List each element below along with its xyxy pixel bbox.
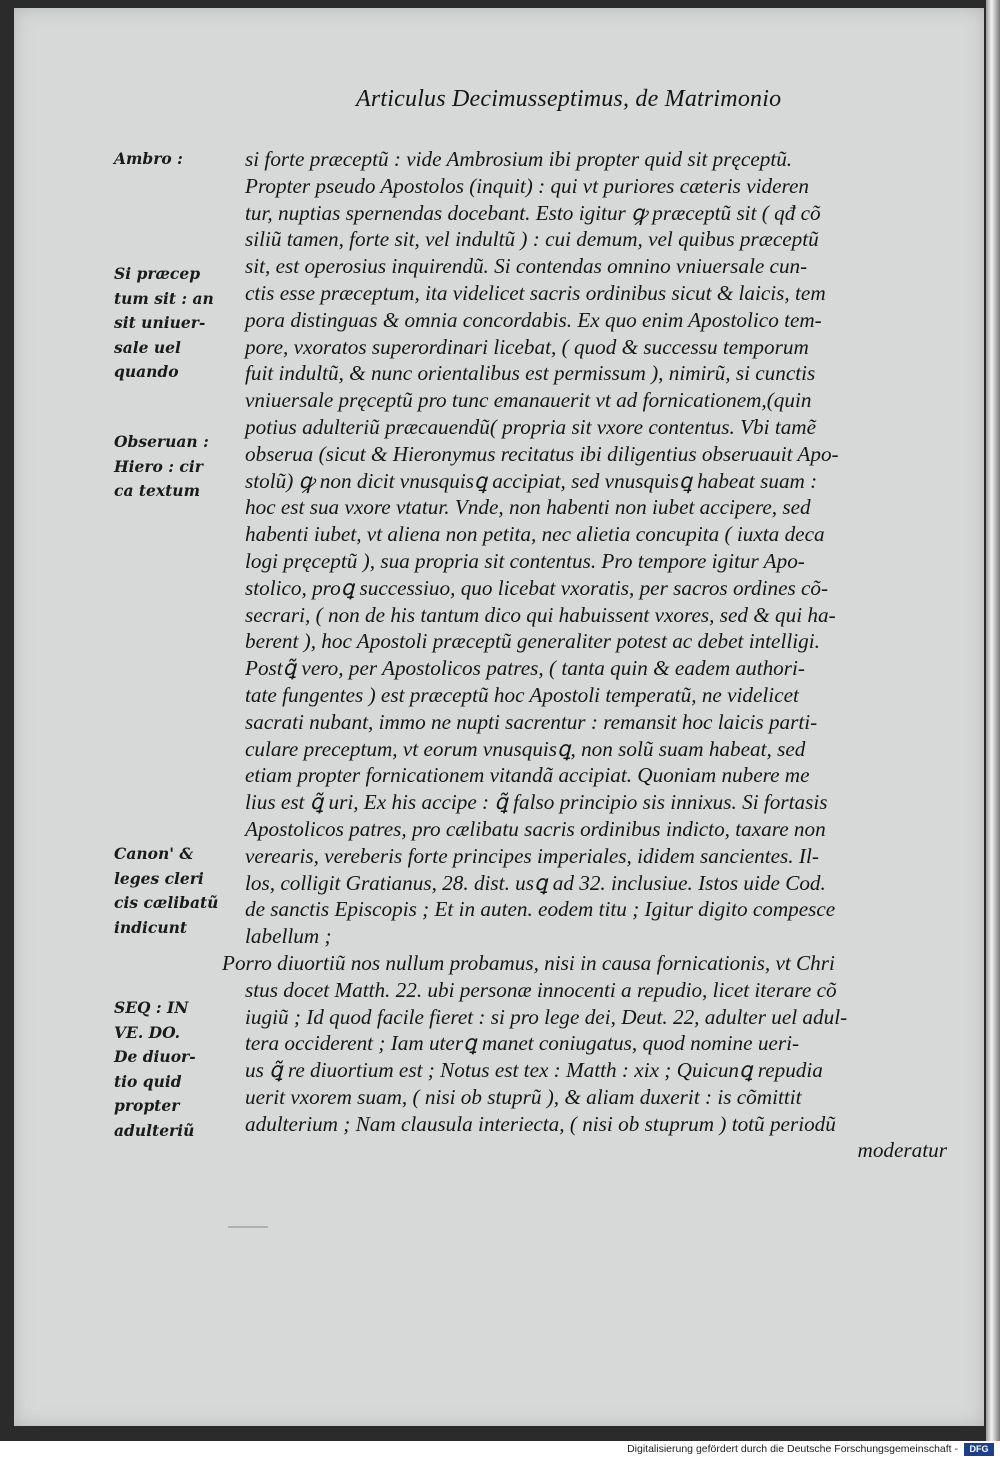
text-line: stolũ) ꝙ non dicit vnusquisꝗ accipiat, sed vnusquisꝗ habeat suam : <box>245 468 818 493</box>
text-line: siliũ tamen, forte sit, vel indultũ ) : cui demum, vel quibus præceptũ <box>245 227 819 252</box>
text-line: Postꝗ̃ vero, per Apostolicos patres, ( tanta quin & eadem authori- <box>245 656 805 681</box>
margin-note-line: leges cleri <box>114 868 204 888</box>
running-header: Articulus Decimusseptimus, de Matrimonio <box>356 86 782 112</box>
margin-note-line: tum sit : an <box>114 288 214 308</box>
text-line: hoc est sua vxore vtatur. Vnde, non habenti non iubet accipere, sed <box>245 495 811 520</box>
text-line: habenti iubet, vt aliena non petita, nec alietia concupita ( iuxta deca <box>245 522 825 547</box>
margin-note-line: Ambro : <box>114 149 183 168</box>
page-edge <box>986 0 1000 1441</box>
margin-note-ambrosius <box>114 147 234 172</box>
margin-note-praeceptum <box>114 262 234 385</box>
margin-note-hieronymus <box>114 430 234 504</box>
margin-note-line: sale uel <box>114 337 181 357</box>
text-line: obserua (sicut & Hieronymus recitatus ibi diligentius obseruauit Apo- <box>245 441 839 466</box>
margin-note-line: Obseruan : <box>114 432 209 451</box>
margin-note-line: indicunt <box>114 917 188 937</box>
margin-note-line: SEQ : IN <box>114 998 189 1017</box>
margin-note-line: De diuor- <box>114 1047 196 1066</box>
text-line: tera occiderent ; Iam uterꝗ manet coniugatus, quod nomine ueri- <box>245 1031 800 1056</box>
text-line: pore, vxoratos superordinari licebat, ( quod & successu temporum <box>245 334 809 359</box>
margin-note-line: quando <box>114 362 179 381</box>
margin-note-line: cis cælibatũ <box>114 893 219 912</box>
margin-note-diuortium <box>114 996 234 1143</box>
text-line: etiam propter fornicationem vitandã accipiat. Quoniam nubere me <box>245 763 810 788</box>
text-line: vniuersale pręceptũ pro tunc emanauerit vt ad fornicationem,(quin <box>245 388 812 413</box>
text-line: stus docet Matth. 22. ubi personæ innocenti a repudio, licet iterare cõ <box>245 977 837 1002</box>
margin-note-line: sit uniuer- <box>114 313 206 332</box>
text-line: berent ), hoc Apostoli præceptũ generaliter potest ac debet intelligi. <box>245 629 820 654</box>
text-line: pora distinguas & omnia concordabis. Ex quo enim Apostolico tem- <box>245 307 822 332</box>
margin-note-line: tio quid <box>114 1071 182 1091</box>
text-line: uerit vxorem suam, ( nisi ob stuprũ ), & aliam duxerit : is cõmittit <box>245 1084 802 1109</box>
main-text-block <box>222 146 975 1164</box>
text-line: adulterium ; Nam clausula interiecta, ( nisi ob stuprum ) totũ periodũ <box>245 1111 836 1136</box>
margin-note-line: Si præcep <box>114 264 201 283</box>
text-line: sacrati nubant, immo ne nupti sacrentur : remansit hoc laicis parti- <box>245 709 818 734</box>
text-line: lius est ꝗ̃ uri, Ex his accipe : ꝗ̃ falso principio sis innixus. Si fortasis <box>245 790 828 815</box>
text-line: tur, nuptias spernendas docebant. Esto igitur ꝙ præceptũ sit ( qđ cõ <box>245 200 821 225</box>
text-line: sit, est operosius inquirendũ. Si contendas omnino vniuersale cun- <box>245 254 808 279</box>
text-line: de sanctis Episcopis ; Et in auten. eodem titu ; Igitur digito compesce <box>245 897 836 922</box>
text-line: iugiũ ; Id quod facile fieret : si pro lege dei, Deut. 22, adulter uel adul- <box>245 1004 848 1029</box>
text-line-paragraph-start: Porro diuortiũ nos nullum probamus, nisi in causa fornicationis, vt Chri <box>222 950 835 975</box>
digitization-credit: Digitalisierung gefördert durch die Deutsche Forschungsgemeinschaft - <box>627 1443 958 1455</box>
text-line: ctis esse præceptum, ita videlicet sacris ordinibus sicut & laicis, tem <box>245 280 826 305</box>
text-line: Propter pseudo Apostolos (inquit) : qui vt puriores cæteris videren <box>245 173 809 198</box>
margin-note-line: VE. DO. <box>114 1022 181 1042</box>
text-line: si forte præceptũ : vide Ambrosium ibi propter quid sit pręceptũ. <box>245 147 793 171</box>
text-line: potius adulteriũ præcauendũ( propria sit vxore contentus. Vbi tamẽ <box>245 414 817 439</box>
margin-note-line: ca textum <box>114 481 200 500</box>
margin-note-line: Hiero : cir <box>114 456 203 476</box>
text-line: tate fungentes ) est præceptũ hoc Apostoli temperatũ, ne videlicet <box>245 682 799 707</box>
text-line: us ꝗ̃ re diuortium est ; Notus est tex : Matth : xix ; Quicunꝗ repudia <box>245 1058 823 1083</box>
text-line: stolico, proꝗ successiuo, quo licebat vxoratis, per sacros ordines cõ- <box>245 575 829 600</box>
text-line: logi pręceptũ ), sua propria sit contentus. Pro tempore igitur Apo- <box>245 548 805 573</box>
text-line: verearis, vereberis forte principes imperiales, ididem sancientes. Il- <box>245 843 819 868</box>
text-line: Apostolicos patres, pro cælibatu sacris ordinibus indicto, taxare non <box>245 816 826 841</box>
margin-note-line: propter <box>114 1096 180 1115</box>
text-line: labellum ; <box>245 924 332 949</box>
text-line: los, colligit Gratianus, 28. dist. usꝗ ad 32. inclusiue. Istos uide Cod. <box>245 870 826 895</box>
margin-note-line: adulteriũ <box>114 1120 195 1140</box>
margin-note-line: Canon' & <box>114 844 194 863</box>
text-line: culare preceptum, vt eorum vnusquisꝗ, non solũ suam habeat, sed <box>245 736 806 761</box>
text-line: secrari, ( non de his tantum dico qui habuissent vxores, sed & qui ha- <box>245 602 836 627</box>
catchword: moderatur <box>857 1138 947 1163</box>
margin-note-canones <box>114 842 234 940</box>
ink-smudge <box>228 1226 268 1228</box>
text-line: fuit indultũ, & nunc orientalibus est permissum ), nimirũ, si cunctis <box>245 361 816 386</box>
dfg-logo-icon: DFG <box>964 1443 994 1456</box>
